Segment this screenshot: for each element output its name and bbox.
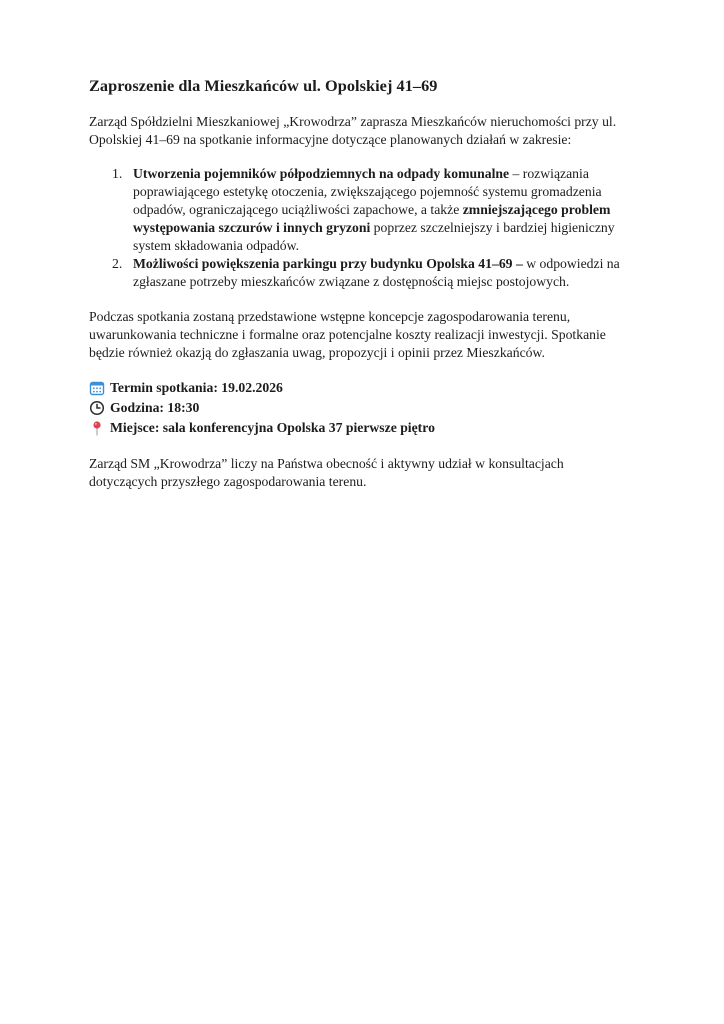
- meeting-time-text: Godzina: 18:30: [110, 400, 200, 415]
- meeting-details: [89, 378, 629, 438]
- list-item-text: w odpowiedzi na zgłaszane potrzeby mieszkańców związane z dostępnością miejsc postojowych.: [133, 256, 620, 289]
- meeting-date-text: Termin spotkania: 19.02.2026: [110, 380, 283, 395]
- list-item-text: – rozwiązania poprawiającego estetykę otoczenia, zwiększającego pojemność systemu gromadzenia odpadów, ograniczającego uciążliwości zapachowe, a także: [133, 166, 602, 217]
- meeting-time: [89, 398, 629, 418]
- intro-paragraph: Zarząd Spółdzielni Mieszkaniowej „Krowodrza” zaprasza Mieszkańców nieruchomości przy ul. Opolskiej 41–69 na spotkanie informacyjne dotyczące planowanych działań w zakresie:: [89, 114, 617, 147]
- map-pin-icon: [89, 420, 105, 436]
- document-title: Zaproszenie dla Mieszkańców ul. Opolskiej 41–69: [89, 76, 438, 95]
- list-item-number: 1.: [112, 166, 123, 181]
- meeting-place-text: Miejsce: sala konferencyjna Opolska 37 pierwsze piętro: [110, 420, 435, 435]
- list-item-bold-text: Możliwości powiększenia parkingu przy budynku Opolska 41–69 –: [133, 256, 523, 271]
- list-item-text: poprzez szczelniejszy i bardziej higieniczny system składowania odpadów.: [133, 220, 615, 253]
- list-item: [89, 255, 629, 291]
- list-item-bold-text: Utworzenia pojemników półpodziemnych na odpady komunalne: [133, 166, 510, 181]
- list-item-bold-text: zmniejszającego problem występowania szczurów i innych gryzoni: [133, 202, 611, 235]
- list-item-number: 2.: [112, 256, 123, 271]
- list-item: [89, 165, 629, 255]
- closing-paragraph: Zarząd SM „Krowodrza” liczy na Państwa obecność i aktywny udział w konsultacjach dotyczących przyszłego zagospodarowania terenu.: [89, 456, 564, 489]
- calendar-icon: [89, 380, 105, 396]
- clock-icon: [89, 400, 105, 416]
- meeting-date: [89, 378, 629, 398]
- meeting-place: [89, 418, 629, 438]
- body-paragraph: Podczas spotkania zostaną przedstawione wstępne koncepcje zagospodarowania terenu, uwarunkowania techniczne i formalne oraz potencjalne koszty realizacji inwestycji. Spotkanie będzie również okazją do zgłaszania uwag, propozycji i opinii przez Mieszkańców.: [89, 309, 606, 360]
- document-content: [89, 76, 629, 491]
- topics-list: [89, 165, 629, 291]
